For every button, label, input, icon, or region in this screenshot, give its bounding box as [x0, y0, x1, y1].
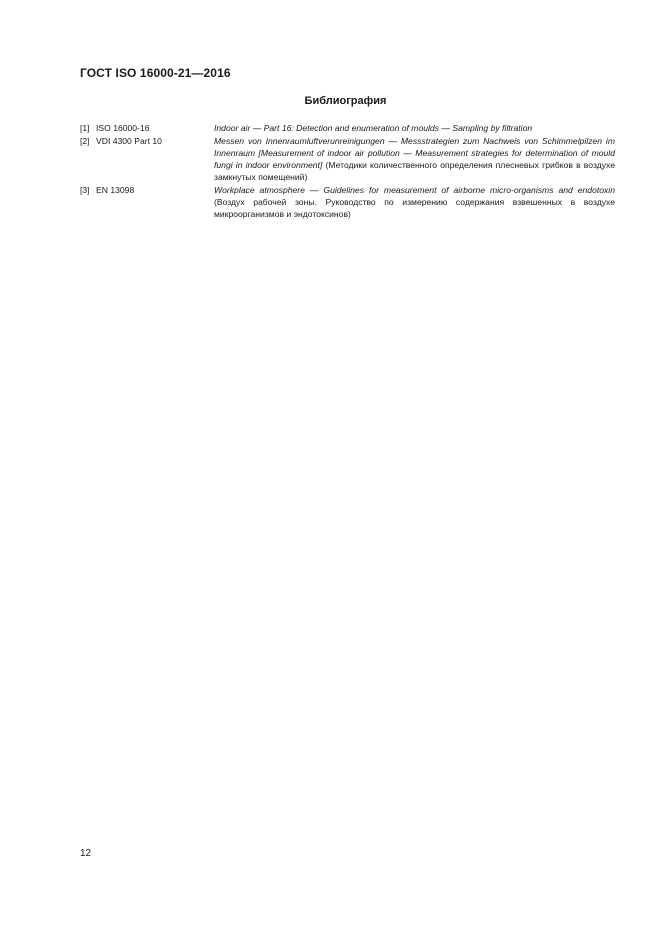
page-number: 12: [80, 848, 92, 859]
document-header: ГОСТ ISO 16000-21—2016: [80, 66, 231, 80]
entry-number: [3]: [80, 185, 90, 195]
entry-code: EN 13098: [96, 185, 135, 195]
entry-code: ISO 16000-16: [96, 123, 150, 133]
entry-note: (Воздух рабочей зоны. Руководство по измерению содержания взвешенных в воздухе микроорганизмов и эндотоксинов): [214, 197, 615, 219]
bibliography-entry: [80, 135, 615, 183]
entry-number: [1]: [80, 123, 90, 133]
entry-note: (Методики количественного определения плесневых грибков в воздухе замкнутых помещений): [214, 160, 615, 182]
entry-title: Indoor air — Part 16: Detection and enumeration of moulds — Sampling by filtration: [214, 123, 533, 133]
entry-text: [214, 184, 615, 220]
bibliography-entry: [80, 184, 615, 220]
entry-number: [2]: [80, 136, 90, 146]
bibliography-entry: [80, 122, 615, 134]
bibliography-list: [80, 122, 615, 221]
entry-title: Workplace atmosphere — Guidelines for measurement of airborne micro-organisms and endotoxin: [214, 185, 615, 195]
entry-title: Messen von Innenraumluftverunreinigungen — Messstrategien zum Nachweis von Schimmelpilzen im Innenraum [Measurement of indoor air pollution — Measurement strategies for determination of mould fungi in indoor environment]: [214, 136, 615, 170]
section-title: Библиография: [304, 95, 387, 107]
entry-text: [214, 122, 615, 134]
entry-code: VDI 4300 Part 10: [96, 136, 162, 146]
entry-text: [214, 135, 615, 183]
